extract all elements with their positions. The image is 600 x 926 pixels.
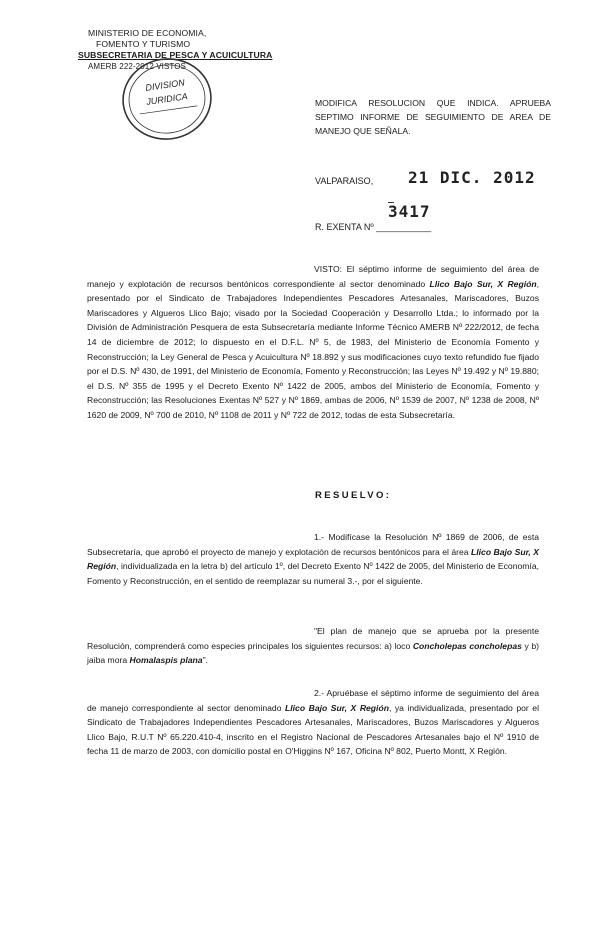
- vistos-paragraph: [87, 262, 539, 423]
- quote-text-b: y b) jaiba mora: [87, 640, 539, 666]
- stamp-bottom-text: JURIDICA: [145, 91, 189, 107]
- quote-species-2: Homalaspis plana: [129, 655, 203, 666]
- quote-text-c: ".: [202, 655, 209, 666]
- dateline-date: 21 DIC. 2012: [408, 168, 536, 187]
- point1-area-name: Llico Bajo Sur, X Región: [87, 546, 539, 572]
- resolution-exenta-label: R. EXENTA Nº ___________: [315, 222, 432, 232]
- resolution-number: 3417: [388, 202, 431, 221]
- resuelvo-heading: RESUELVO:: [315, 490, 392, 501]
- header-fomento-line: FOMENTO Y TURISMO: [96, 39, 191, 49]
- point2-area-name: Llico Bajo Sur, X Región: [285, 702, 389, 713]
- vistos-text-a: VISTO: El séptimo informe de seguimiento del área de manejo y explotación de recursos bentónicos correspondiente al sector denominado: [87, 264, 539, 289]
- vistos-area-name: Llico Bajo Sur, X Región: [429, 278, 537, 289]
- stamp-top-text: DIVISION: [144, 77, 186, 93]
- division-juridica-stamp: [112, 44, 223, 155]
- quote-species-1: Concholepas concholepas: [412, 640, 522, 651]
- point1-text-b: , individualizada en la letra b) del artículo 1º, del Decreto Exento Nº 1422 de 2005, del Ministerio de Economía, Fomento y Reconstrucción, en el sentido de reemplazar su numeral 3.-, por el siguiente.: [87, 561, 539, 586]
- quote-text-a: "El plan de manejo que se aprueba por la presente Resolución, comprenderá como especies principales los siguientes recursos: a) loco: [87, 626, 539, 651]
- point2-text-b: , ya individualizada, presentado por el Sindicato de Trabajadores Independientes Pescadores Artesanales, Mariscadores, Buzos Mariscadores y Algueros Llico Bajo, R.U.T Nº 65.220.410-4, inscrito en el Registro Nacional de Pescadores Artesanales bajo el Nº 1910 de fecha 11 de marzo de 2003, con domicilio postal en O'Higgins Nº 167, Oficina Nº 802, Puerto Montt, X Región.: [87, 702, 539, 757]
- header-ministry-line: MINISTERIO DE ECONOMIA,: [88, 28, 207, 38]
- dateline-city: VALPARAISO,: [315, 176, 374, 186]
- point2-text-a: 2.- Apruébase el séptimo informe de seguimiento del área de manejo correspondiente al sector denominado: [87, 688, 539, 713]
- resolution-point-1: [87, 530, 539, 588]
- header-subsecretaria-line: SUBSECRETARIA DE PESCA Y ACUICULTURA: [78, 50, 273, 60]
- vistos-text-b: , presentado por el Sindicato de Trabajadores Independientes Pescadores Artesanales, Mariscadores, Buzos Mariscadores y Algueros Llico Bajo; visado por la Sociedad Cooperación y Desarrollo Ltda.; lo informado por la División de Administración Pesquera de esta Subsecretaría mediante Informe Técnico AMERB Nº 222/2012, de fecha 14 de diciembre de 2012; lo dispuesto en el D.F.L. Nº 5, de 1983, del Ministerio de Economía Fomento y Reconstrucción; la Ley General de Pesca y Acuicultura Nº 18.892 y sus modificaciones cuyo texto refundido fue fijado por el D.S. Nº 430, de 1991, del Ministerio de Economía, Fomento y Reconstrucción; las Leyes Nº 19.492 y Nº 19.880; el D.S. Nº 355 de 1995 y el Decreto Exento Nº 1422 de 2005, ambos del Ministerio de Economía, Fomento y Reconstrucción; las Resoluciones Exentas Nº 527 y Nº 1869, ambas de 2006, Nº 1539 de 2007, Nº 1238 de 2008, Nº 1620 de 2009, Nº 700 de 2010, Nº 1108 de 2011 y Nº 722 de 2012, todas de esta Subsecretaría.: [87, 278, 539, 420]
- document-title: MODIFICA RESOLUCION QUE INDICA. APRUEBA SEPTIMO INFORME DE SEGUIMIENTO DE AREA DE MANEJO QUE SEÑALA.: [315, 98, 551, 136]
- header-amerb-line: AMERB 222-2012 VISTOS: [88, 62, 186, 71]
- point1-text-a: 1.- Modifícase la Resolución Nº 1869 de 2006, de esta Subsecretaría, que aprobó el proyecto de manejo y explotación de recursos bentónicos para el área: [87, 532, 539, 557]
- replacement-quote: [87, 624, 539, 668]
- resolution-point-2: [87, 686, 539, 759]
